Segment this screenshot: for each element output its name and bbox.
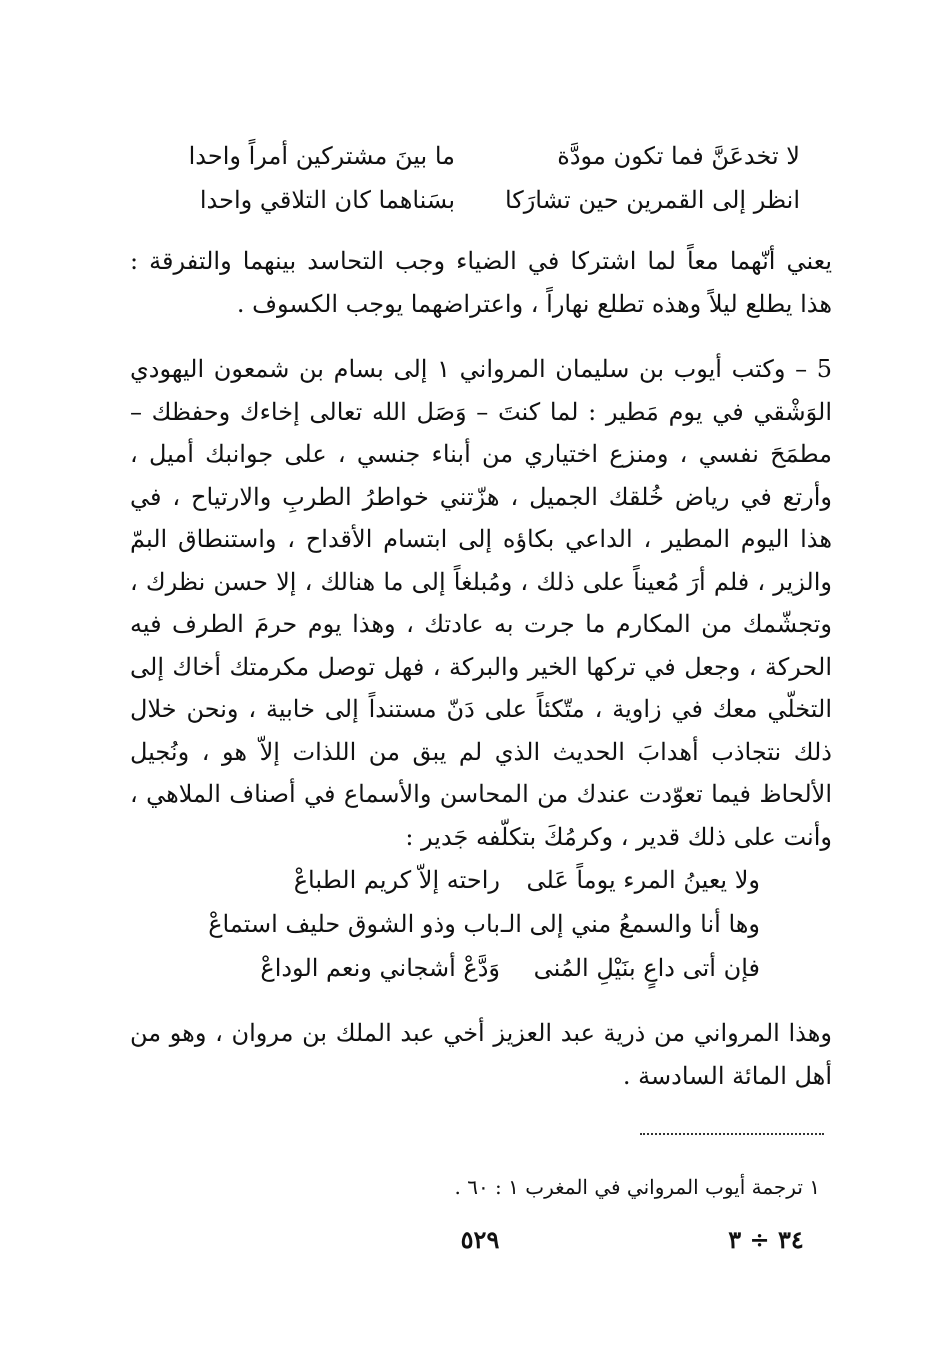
footnote: ١ ترجمة أيوب المرواني في المغرب ١ : ٦٠ . [454, 1175, 820, 1199]
footnote-divider [640, 1133, 824, 1135]
verse-line [150, 134, 800, 178]
verse-second-hemistich: راحته إلاّ كريم الطباعْ [293, 866, 500, 894]
verse-first-hemistich: وها أنا والسمعُ مني إلى الـ [500, 910, 760, 938]
verse-line [200, 902, 760, 946]
verse-second-hemistich: بسَناهما كان التلاقي واحدا [199, 186, 455, 214]
closing-paragraph: وهذا المرواني من ذرية عبد العزيز أخي عبد الملك بن مروان ، وهو من أهل المائة السادسة . [130, 1019, 832, 1090]
verse-first-hemistich: لا تخدعَنَّ فما تكون مودَّة [557, 142, 800, 170]
verse-second-hemistich: وَدَّعْ أشجاني ونعم الوداعْ [260, 954, 500, 982]
verse-line [150, 178, 800, 222]
verse-line [200, 946, 760, 990]
verse-first-hemistich: انظر إلى القمرين حين تشارَكا [504, 186, 800, 214]
verse-first-hemistich: ولا يعينُ المرء يوماً عَلى [526, 866, 760, 894]
commentary-paragraph: يعني أنّهما معاً لما اشتركا في الضياء وجب التحاسد بينهما والتفرقة : هذا يطلع ليلاً وهذه تطلع نهاراً ، واعتراضهما يوجب الكسوف . [130, 247, 832, 318]
letter-poem [200, 858, 760, 990]
verse-line [200, 858, 760, 902]
verse-second-hemistich: باب وذو الشوق حليف استماعْ [208, 910, 500, 938]
letter-paragraph: 5 – وكتب أيوب بن سليمان المرواني ١ إلى بسام بن شمعون اليهودي الوَشْقي في يوم مَطير : لما كنتَ – وَصَل الله تعالى إخاءك وحفظك – مطمَحَ نفسي ، ومنزع اختياري من أبناء جنسي ، على جوانبك أميل ، وأرتع في رياض خُلقك الجميل ، هزّتني خواطرُ الطربِ والارتياح ، في هذا اليوم المطير ، الداعي بكاؤه إلى ابتسام الأقداح ، واستنطاق البمّ والزير ، فلم أرَ مُعيناً على ذلك ، ومُبلغاً إلى ما هنالك ، إلا حسن نظرك ، وتجشّمك من المكارم ما جرت به عادتك ، وهذا يوم حرمَ الطرف فيه الحركة ، وجعل في تركها الخير والبركة ، فهل توصل مكرمتك أخاك إلى التخلّي معك في زاوية ، متّكئاً على دَنّ مستنداً إلى خابية ، ونحن خلال ذلك نتجاذب أهدابَ الحديث الذي لم يبق من اللذات إلاّ هو ، ونُجيل الألحاظ فيما تعوّدت عندك من المحاسن والأسماع في أصناف الملاهي ، وأنت على ذلك قدير ، وكرمُكَ بتكلّفه جَدير : [130, 355, 832, 851]
printer-signature-mark: ٣٤ ÷ ٣ [728, 1225, 804, 1254]
verse-first-hemistich: فإن أتى داعٍ بنَيْلِ المُنى [533, 954, 760, 982]
verse-second-hemistich: ما بينَ مشتركين أمراً واحدا [188, 142, 455, 170]
opening-couplets [150, 134, 800, 222]
page-number: ٥٢٩ [460, 1225, 500, 1254]
